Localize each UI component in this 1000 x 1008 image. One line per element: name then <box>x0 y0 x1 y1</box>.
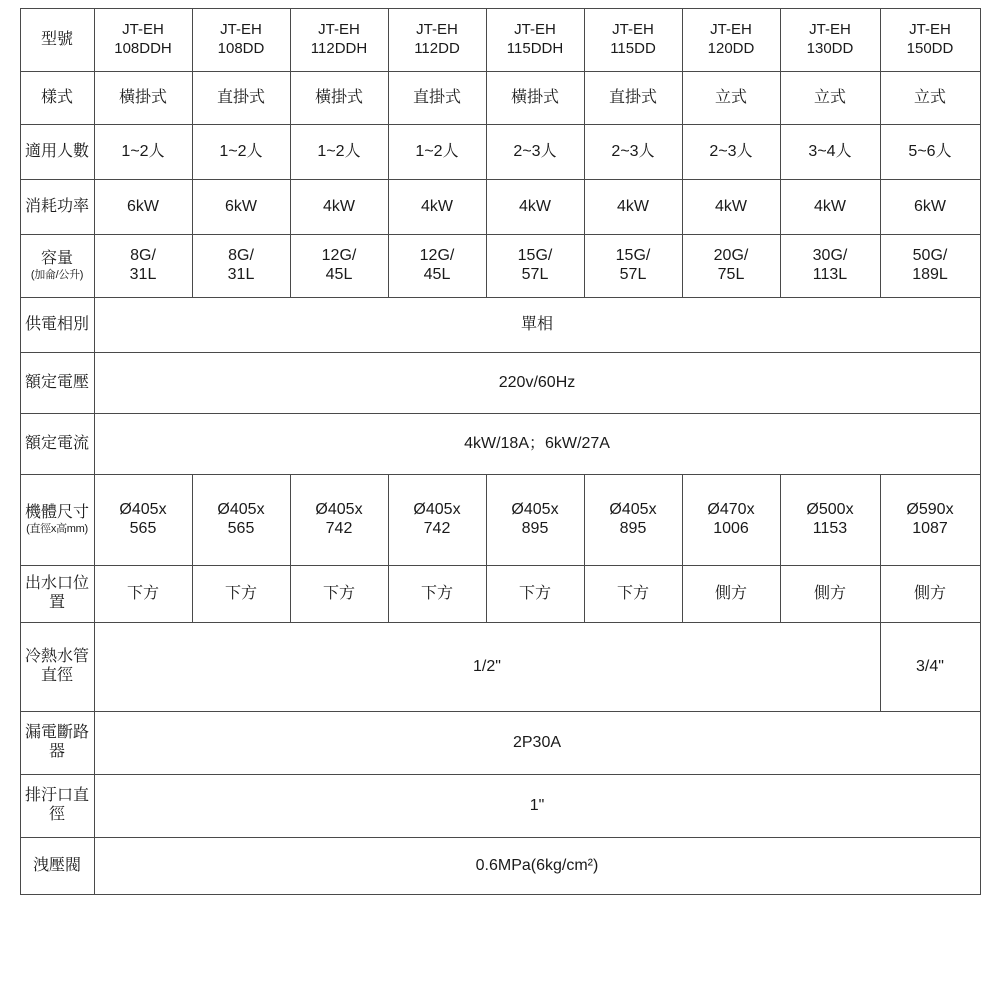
row-header-label: 消耗功率 <box>24 197 89 215</box>
row-header-label: 額定電壓 <box>24 373 89 391</box>
table-cell: 下方 <box>388 566 486 623</box>
row-header-label: 機體尺寸 <box>24 504 89 522</box>
row-header-label: 適用人數 <box>24 142 89 160</box>
table-cell-merged: 220v/60Hz <box>94 353 980 414</box>
table-cell-merged: 單相 <box>94 298 980 353</box>
table-cell: 立式 <box>682 72 780 125</box>
table-cell: 1~2人 <box>290 125 388 180</box>
table-cell: 直掛式 <box>584 72 682 125</box>
table-cell: 側方 <box>780 566 880 623</box>
row-header-power <box>20 180 94 235</box>
table-cell-merged: 2P30A <box>94 712 980 775</box>
row-header-capacity <box>20 235 94 298</box>
row-header-drain <box>20 775 94 838</box>
table-cell: Ø405x 742 <box>290 475 388 566</box>
table-cell: 3~4人 <box>780 125 880 180</box>
table-cell: 立式 <box>880 72 980 125</box>
table-cell: 1~2人 <box>388 125 486 180</box>
table-cell: Ø405x 895 <box>584 475 682 566</box>
table-row-drain <box>20 775 980 838</box>
row-header-outlet <box>20 566 94 623</box>
table-cell: 2~3人 <box>682 125 780 180</box>
table-cell: 5~6人 <box>880 125 980 180</box>
table-row-voltage <box>20 353 980 414</box>
row-header-people <box>20 125 94 180</box>
table-cell: JT-EH 115DDH <box>486 9 584 72</box>
table-cell-merged: 1" <box>94 775 980 838</box>
table-row-style <box>20 72 980 125</box>
row-header-label: 冷熱水管直徑 <box>24 648 89 684</box>
row-header-label: 型號 <box>40 30 73 48</box>
table-cell: 橫掛式 <box>94 72 192 125</box>
row-header-sublabel: (加侖/公升) <box>30 269 84 282</box>
table-row-dimension <box>20 475 980 566</box>
table-cell: 橫掛式 <box>486 72 584 125</box>
table-cell: JT-EH 108DDH <box>94 9 192 72</box>
table-cell: 4kW <box>584 180 682 235</box>
table-cell: Ø405x 895 <box>486 475 584 566</box>
table-cell: 8G/ 31L <box>94 235 192 298</box>
table-cell: 15G/ 57L <box>584 235 682 298</box>
row-header-label: 漏電斷路器 <box>24 724 89 760</box>
row-header-current <box>20 414 94 475</box>
table-cell: Ø470x 1006 <box>682 475 780 566</box>
table-row-phase <box>20 298 980 353</box>
row-header-model <box>20 9 94 72</box>
row-header-label: 排汙口直徑 <box>24 787 89 823</box>
table-cell: 6kW <box>192 180 290 235</box>
table-cell: 下方 <box>94 566 192 623</box>
table-cell: JT-EH 112DDH <box>290 9 388 72</box>
table-cell-merged-right: 3/4" <box>880 623 980 712</box>
table-cell: JT-EH 130DD <box>780 9 880 72</box>
table-cell: 4kW <box>682 180 780 235</box>
table-cell: JT-EH 150DD <box>880 9 980 72</box>
table-cell: 下方 <box>290 566 388 623</box>
table-cell: 12G/ 45L <box>388 235 486 298</box>
table-cell: 20G/ 75L <box>682 235 780 298</box>
table-cell: Ø590x 1087 <box>880 475 980 566</box>
table-cell: 直掛式 <box>388 72 486 125</box>
table-cell: 12G/ 45L <box>290 235 388 298</box>
table-cell: 15G/ 57L <box>486 235 584 298</box>
row-header-breaker <box>20 712 94 775</box>
row-header-style <box>20 72 94 125</box>
table-cell: 下方 <box>584 566 682 623</box>
table-row-outlet <box>20 566 980 623</box>
row-header-label: 洩壓閥 <box>32 856 81 874</box>
row-header-label: 額定電流 <box>24 434 89 452</box>
row-header-label: 容量 <box>40 250 73 268</box>
row-header-label: 樣式 <box>40 88 73 106</box>
table-cell: JT-EH 115DD <box>584 9 682 72</box>
table-cell: Ø500x 1153 <box>780 475 880 566</box>
table-row-power <box>20 180 980 235</box>
table-cell: 1~2人 <box>94 125 192 180</box>
row-header-relief <box>20 838 94 895</box>
table-cell: JT-EH 112DD <box>388 9 486 72</box>
row-header-dimension <box>20 475 94 566</box>
table-cell: 直掛式 <box>192 72 290 125</box>
table-cell-merged-left: 1/2" <box>94 623 880 712</box>
table-cell: 橫掛式 <box>290 72 388 125</box>
table-cell: 立式 <box>780 72 880 125</box>
table-cell: 4kW <box>780 180 880 235</box>
table-row-relief <box>20 838 980 895</box>
table-cell-merged: 0.6MPa(6kg/cm²) <box>94 838 980 895</box>
table-cell: 側方 <box>682 566 780 623</box>
table-cell: 4kW <box>486 180 584 235</box>
table-row-current <box>20 414 980 475</box>
table-cell: 2~3人 <box>584 125 682 180</box>
table-cell: 4kW <box>290 180 388 235</box>
table-row-capacity <box>20 235 980 298</box>
table-row-people <box>20 125 980 180</box>
table-row-pipe <box>20 623 980 712</box>
table-cell: 6kW <box>94 180 192 235</box>
table-row-model <box>20 9 980 72</box>
row-header-pipe <box>20 623 94 712</box>
table-cell: 4kW <box>388 180 486 235</box>
table-cell-merged: 4kW/18A；6kW/27A <box>94 414 980 475</box>
row-header-voltage <box>20 353 94 414</box>
table-cell: 1~2人 <box>192 125 290 180</box>
table-cell: 30G/ 113L <box>780 235 880 298</box>
row-header-sublabel: (直徑x高mm) <box>26 523 88 536</box>
table-cell: Ø405x 565 <box>192 475 290 566</box>
table-cell: JT-EH 120DD <box>682 9 780 72</box>
table-cell: JT-EH 108DD <box>192 9 290 72</box>
specification-table <box>20 8 981 895</box>
table-cell: 2~3人 <box>486 125 584 180</box>
table-cell: Ø405x 742 <box>388 475 486 566</box>
table-cell: 下方 <box>192 566 290 623</box>
row-header-label: 供電相別 <box>24 315 89 333</box>
table-cell: Ø405x 565 <box>94 475 192 566</box>
table-cell: 下方 <box>486 566 584 623</box>
table-cell: 6kW <box>880 180 980 235</box>
table-cell: 側方 <box>880 566 980 623</box>
table-row-breaker <box>20 712 980 775</box>
table-cell: 50G/ 189L <box>880 235 980 298</box>
row-header-phase <box>20 298 94 353</box>
table-cell: 8G/ 31L <box>192 235 290 298</box>
row-header-label: 出水口位置 <box>24 575 89 611</box>
